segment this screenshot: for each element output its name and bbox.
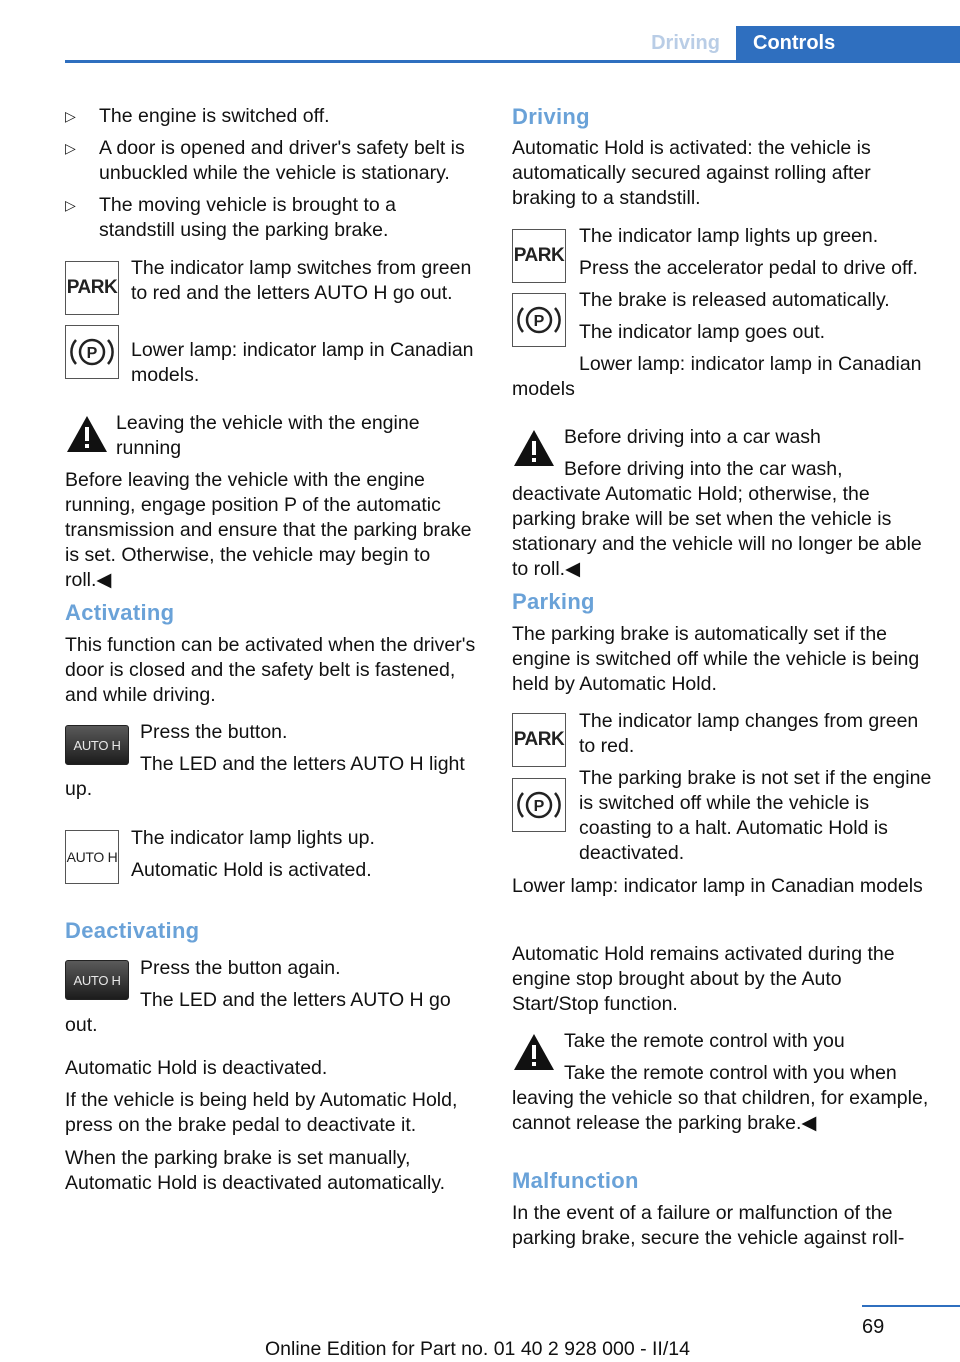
warning-title: Take the remote control with you xyxy=(564,1030,845,1052)
bullet-text: The engine is switched off. xyxy=(99,105,330,127)
header-section: Driving xyxy=(651,32,720,54)
warning-icon xyxy=(65,414,109,454)
triangle-bullet-icon: ▷ xyxy=(65,140,76,156)
lamp-text: The indicator lamp goes out. xyxy=(579,321,826,343)
lamp-text: Lower lamp: indicator lamp in Canadian models xyxy=(512,875,923,897)
section-heading: Driving xyxy=(512,104,590,129)
park-label: PARK xyxy=(513,245,565,266)
lamp-text: Lower lamp: indicator lamp in Canadian models xyxy=(512,353,922,400)
park-lamp-icon xyxy=(512,229,566,283)
paragraph: If the vehicle is being held by Automatic Hold, press on the brake pedal to deactivate it. xyxy=(65,1089,458,1136)
park-label: PARK xyxy=(66,277,118,298)
bullet-item xyxy=(65,193,477,243)
auto-h-label: AUTO H xyxy=(73,972,121,988)
auto-h-lamp-icon xyxy=(65,830,119,884)
instruction-text: The LED and the letters AUTO H go out. xyxy=(65,989,451,1036)
parking-brake-lamp-icon xyxy=(512,293,566,347)
paragraph: The parking brake is automatically set if the engine is switched off while the vehicle is being held by Automatic Hold. xyxy=(512,623,920,695)
section-heading: Malfunction xyxy=(512,1168,639,1193)
svg-text:P: P xyxy=(533,798,545,815)
park-lamp-icon xyxy=(65,261,119,315)
instruction-text: Press the button. xyxy=(140,721,288,743)
paragraph: This function can be activated when the driver's door is closed and the safety belt is fastened, and while driving. xyxy=(65,634,476,706)
warning-body: Before driving into the car wash, deactivate Automatic Hold; otherwise, the parking brake will be set when the vehicle is stationary and the vehicle will no longer be able to roll.◀ xyxy=(512,458,922,580)
header-rule xyxy=(65,60,960,63)
svg-text:P: P xyxy=(533,313,545,330)
lamp-text: The parking brake is not set if the engine is switched off while the vehicle is coasting to a halt. Automatic Hold is deactivated. xyxy=(579,767,932,864)
section-heading: Activating xyxy=(65,600,175,625)
warning-title: Leaving the vehicle with the engine running xyxy=(116,412,420,459)
parking-brake-lamp-icon xyxy=(65,325,119,379)
park-label: PARK xyxy=(513,729,565,750)
paragraph: Automatic Hold is activated: the vehicle is automatically secured against rolling after braking to a standstill. xyxy=(512,137,871,209)
page-number: 69 xyxy=(862,1316,885,1338)
paragraph: Automatic Hold remains activated during the engine stop brought about by the Auto Start/Stop function. xyxy=(512,943,895,1015)
bullet-item xyxy=(65,104,477,129)
lamp-text: The indicator lamp changes from green to red. xyxy=(579,710,919,757)
triangle-bullet-icon: ▷ xyxy=(65,108,76,124)
park-lamp-icon xyxy=(512,713,566,767)
header-chapter: Controls xyxy=(736,26,960,60)
paragraph: When the parking brake is set manually, Automatic Hold is deactivated automatically. xyxy=(65,1147,446,1194)
auto-h-label: AUTO H xyxy=(66,849,118,865)
lamp-text: The indicator lamp lights up. xyxy=(131,827,375,849)
bullet-text: The moving vehicle is brought to a standstill using the parking brake. xyxy=(99,194,396,241)
warning-title: Before driving into a car wash xyxy=(564,426,821,448)
lamp-text: Lower lamp: indicator lamp in Canadian models. xyxy=(131,339,474,386)
paragraph: Automatic Hold is deactivated. xyxy=(65,1057,328,1079)
warning-body: Before leaving the vehicle with the engine running, engage position P of the automatic transmission and ensure that the parking brake is set. Otherwise, the vehicle may begin to roll.◀ xyxy=(65,469,472,591)
bullet-item xyxy=(65,136,477,186)
edition-text: Online Edition for Part no. 01 40 2 928 000 - II/14 xyxy=(265,1338,690,1360)
triangle-bullet-icon: ▷ xyxy=(65,197,76,213)
svg-text:P: P xyxy=(86,345,98,362)
auto-h-label: AUTO H xyxy=(73,737,121,753)
instruction-text: The LED and the letters AUTO H light up. xyxy=(65,753,465,800)
bullet-text: A door is opened and driver's safety belt is unbuckled while the vehicle is stationary. xyxy=(99,137,465,184)
instruction-text: Press the button again. xyxy=(140,957,341,979)
paragraph: In the event of a failure or malfunction of the parking brake, secure the vehicle against roll- xyxy=(512,1202,905,1249)
circled-p-icon xyxy=(516,300,562,340)
lamp-text: Press the accelerator pedal to drive off. xyxy=(579,257,918,279)
lamp-text: Automatic Hold is activated. xyxy=(131,859,372,881)
circled-p-icon xyxy=(69,332,115,372)
lamp-text: The brake is released automatically. xyxy=(579,289,890,311)
lamp-text: The indicator lamp switches from green to red and the letters AUTO H go out. xyxy=(131,257,472,304)
footer-rule xyxy=(862,1305,960,1307)
section-heading: Deactivating xyxy=(65,918,200,943)
lamp-text: The indicator lamp lights up green. xyxy=(579,225,879,247)
section-heading: Parking xyxy=(512,589,595,614)
warning-body: Take the remote control with you when leaving the vehicle so that children, for example, cannot release the parking brake.◀ xyxy=(512,1062,929,1134)
